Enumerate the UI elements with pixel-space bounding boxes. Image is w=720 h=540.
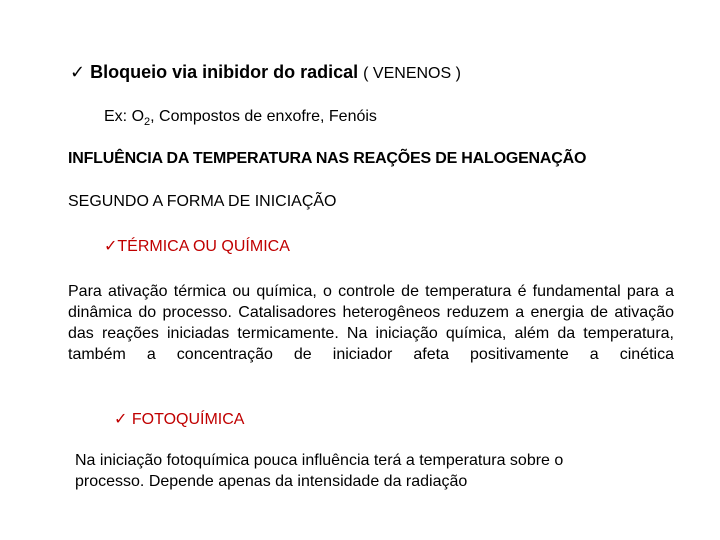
example-prefix: Ex: O (104, 108, 145, 125)
item-photochemical (114, 409, 244, 429)
example-suffix: , Compostos de enxofre, Fenóis (150, 108, 377, 125)
paragraph-photochemical: Na iniciação fotoquímica pouca influência terá a temperatura sobre o processo. Depende apenas da intensidade da radiação (75, 452, 564, 490)
item-photochemical-label: FOTOQUÍMICA (131, 411, 245, 428)
bullet-inhibitor (70, 62, 461, 83)
bullet-inhibitor-note: ( VENENOS ) (363, 65, 461, 82)
example-subscript: 2 (144, 116, 151, 129)
paragraph-thermal-chemical: Para ativação térmica ou química, o controle de temperatura é fundamental para a dinâmica do processo. Catalisadores heterogêneos reduzem a energia de ativação das reações iniciadas termicamente. Na iniciação química, além da temperatura, também a concentração de iniciador afeta positivamente a cinética (68, 283, 674, 363)
item-thermal-chemical (104, 236, 290, 256)
checkmark-icon: ✓ (70, 62, 86, 83)
heading-initiation-form: SEGUNDO A FORMA DE INICIAÇÃO (68, 193, 337, 210)
item-thermal-chemical-label: TÉRMICA OU QUÍMICA (117, 238, 290, 255)
bullet-inhibitor-text: Bloqueio via inibidor do radical (90, 62, 359, 82)
example-line (104, 108, 377, 128)
checkmark-icon: ✓ (114, 409, 128, 428)
checkmark-icon: ✓ (104, 236, 118, 255)
heading-temperature-influence: INFLUÊNCIA DA TEMPERATURA NAS REAÇÕES DE HALOGENAÇÃO (68, 150, 587, 167)
